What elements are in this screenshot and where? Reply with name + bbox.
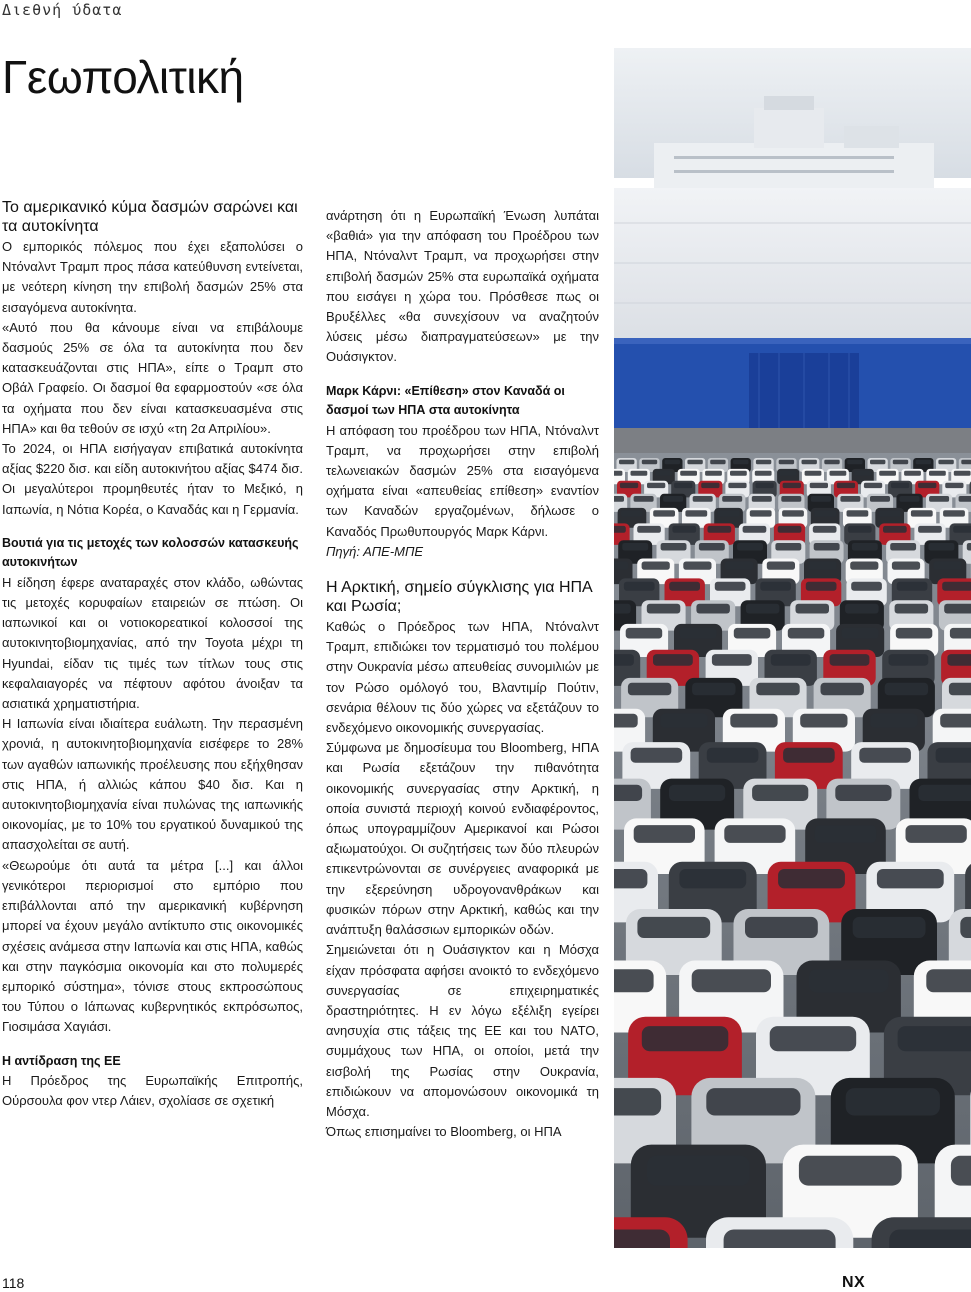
source-credit: Πηγή: ΑΠΕ-ΜΠΕ (326, 542, 599, 562)
paragraph: Η Πρόεδρος της Ευρωπαϊκής Επιτροπής, Ούρσουλα φον ντερ Λάιεν, σχολίασε σε σχετική (2, 1071, 303, 1111)
headline-car-tariffs: Το αμερικανικό κύμα δασμών σαρώνει και τα αυτοκίνητα (2, 198, 303, 236)
paragraph: «Αυτό που θα κάνουμε είναι να επιβάλουμε δασμούς 25% σε όλα τα αυτοκίνητα που δεν κατασκευάζονται στις ΗΠΑ», είπε ο Τραμπ στο Οβάλ Γραφείο. Οι δασμοί θα εφαρμοστούν «σε όλα τα οχήματα που δεν είναι κατασκευασμένα στις ΗΠΑ» και θα τεθούν σε ισχύ «τη 2α Απριλίου». (2, 318, 303, 439)
paragraph: «Θεωρούμε ότι αυτά τα μέτρα [...] και άλλοι γενικότεροι περιορισμοί στο εμπόριο που επιβάλλονται από την αμερικανική κυβέρνηση μπορεί να έχουν μεγάλο αντίκτυπο στις οικονομικές σχέσεις ανάμεσα στην Ιαπωνία και στις ΗΠΑ, καθώς και στην παγκόσμια οικονομία και στο πολυμερές εμπορικό σύστημα», τόνισε στους εκπροσώπους του Τύπου ο Ιάπωνας κυβερνητικός εκπρόσωπος, Γιοσιμάσα Χαγιάσι. (2, 856, 303, 1038)
photo-car-port (614, 48, 971, 1248)
page-number: 118 (2, 1275, 24, 1291)
paragraph: Η απόφαση του προέδρου των ΗΠΑ, Ντόναλντ Τραμπ, να προχωρήσει στην επιβολή τελωνειακών δασμών 25% στα εισαγόμενα οχήματα είναι «απευθείας επίθεση» εναντίον των Καναδών εργαζομένων, δήλωσε ο Καναδός Πρωθυπουργός Μαρκ Κάρνι. (326, 421, 599, 542)
paragraph: ανάρτηση ότι η Ευρωπαϊκή Ένωση λυπάται «βαθιά» για την απόφαση του Προέδρου των ΗΠΑ, Ντόναλντ Τραμπ, να προχωρήσει στην επιβολή δασμών 25% στα ευρωπαϊκά οχήματα που εισάγει η χώρα του. Πρόσθεσε πως οι Βρυξέλλες «θα συνεχίσουν να αναζητούν λύσεις μέσω διαπραγματεύσεων» με την Ουάσιγκτον. (326, 206, 599, 368)
magazine-logo: NX (842, 1274, 865, 1292)
subheading-carney: Μαρκ Κάρνι: «Επίθεση» στον Καναδά οι δασμοί των ΗΠΑ στα αυτοκίνητα (326, 382, 599, 421)
paragraph: Η είδηση έφερε αναταραχές στον κλάδο, ωθώντας τις μετοχές κορυφαίων εταιρειών σε πτώση. Οι ιαπωνικοί και οι νοτιοκορεατικοί κολοσσοί της αυτοκινητοβιομηχανίας, από την Toyota μέχρι τη Hyundai, είδαν τις τιμές των τίτλων τους στις κεφαλαιαγορές να πέφτουν αφότου άνοιξαν τα ασιατικά χρηματιστήρια. (2, 573, 303, 714)
article-column-right (326, 206, 599, 1142)
page-title: Γεωπολιτική (2, 50, 244, 104)
car-carrier-ship-illustration (614, 48, 971, 1248)
paragraph: Σημειώνεται ότι η Ουάσιγκτον και η Μόσχα είχαν πρόσφατα αφήσει ανοικτό το ενδεχόμενο συνεργασίας σε επιχειρηματικές δραστηριότητες. Η εν λόγω εξέλιξη εγείρει ανησυχία στις τάξεις της ΕΕ και του ΝΑΤΟ, συμμάχους των ΗΠΑ, οι οποίοι, μετά την εισβολή της Ρωσίας στην Ουκρανία, επιδιώκουν να απομονώσουν οικονομικά τη Μόσχα. (326, 940, 599, 1122)
section-kicker: Διεθνή ύδατα (2, 0, 122, 20)
article-column-left (2, 198, 303, 1111)
paragraph: Όπως επισημαίνει το Bloomberg, οι ΗΠΑ (326, 1122, 599, 1142)
paragraph: Η Ιαπωνία είναι ιδιαίτερα ευάλωτη. Την περασμένη χρονιά, η αυτοκινητοβιομηχανία εισέφερε το 28% των αγαθών ιαπωνικής προέλευσης που εξήχθησαν στις ΗΠΑ, ή αλλιώς κάπου $40 δισ. Και η αυτοκινητοβιομηχανία είναι πυλώνας της ιαπωνικής οικονομίας, με το 10% του εργατικού δυναμικού της απασχολείται σε αυτή. (2, 714, 303, 855)
paragraph: Σύμφωνα με δημοσίευμα του Bloomberg, ΗΠΑ και Ρωσία εξετάζουν την πιθανότητα οικονομικής συνεργασίας στην Αρκτική, η οποία συνιστά περιοχή κοινού ενδιαφέροντος, όπως υπογραμμίζουν Αμερικανοί και Ρώσοι αξιωματούχοι. Οι συζητήσεις των δύο πλευρών επικεντρώνονται σε συνέργειες αναφορικά με την εξερεύνηση υδρογονανθράκων και φυσικών πόρων στην Αρκτική, καθώς και την ανάπτυξη θαλάσσιων εμπορικών οδών. (326, 738, 599, 940)
paragraph: Ο εμπορικός πόλεμος που έχει εξαπολύσει ο Ντόναλντ Τραμπ προς πάσα κατεύθυνση εντείνεται, με νεότερη κίνηση την επιβολή δασμών 25% στα εισαγόμενα αυτοκίνητα. (2, 237, 303, 318)
subheading-eu-reaction: Η αντίδραση της ΕΕ (2, 1052, 303, 1072)
subheading-stocks: Βουτιά για τις μετοχές των κολοσσών κατασκευής αυτοκινήτων (2, 534, 303, 573)
paragraph: Καθώς ο Πρόεδρος των ΗΠΑ, Ντόναλντ Τραμπ, επιδιώκει τον τερματισμό του πολέμου στην Ουκρανία μέσω απευθείας συνομιλιών με τον Ρώσο ομόλογό του, Βλαντιμίρ Πούτιν, σενάρια θέλουν τις δύο χώρες να εξετάζουν το ενδεχόμενο οικονομικής συνεργασίας. (326, 617, 599, 738)
paragraph: Το 2024, οι ΗΠΑ εισήγαγαν επιβατικά αυτοκίνητα αξίας $220 δισ. και είδη αυτοκινήτου αξίας $474 δισ. Οι μεγαλύτεροι προμηθευτές ήταν το Μεξικό, η Ιαπωνία, η Νότια Κορέα, ο Καναδάς και η Γερμανία. (2, 439, 303, 520)
headline-arctic: Η Αρκτική, σημείο σύγκλισης για ΗΠΑ και Ρωσία; (326, 578, 599, 616)
